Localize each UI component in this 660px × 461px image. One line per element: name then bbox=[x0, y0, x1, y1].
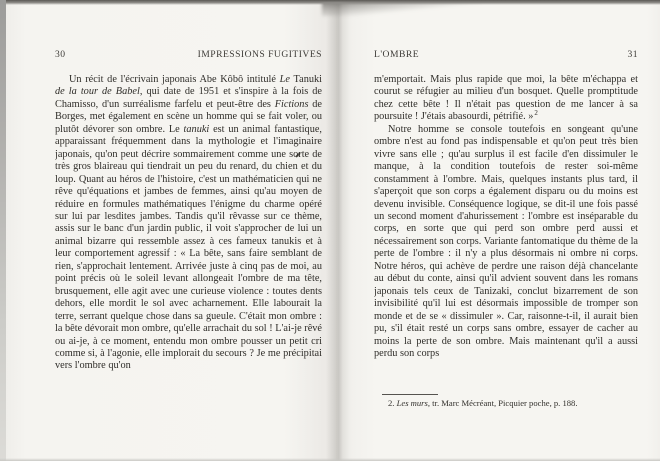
text-segment-italic: Fictions bbox=[274, 98, 309, 110]
text-segment: , tr. Marc Mécréant, Picquier poche, p. 188. bbox=[427, 398, 578, 408]
paragraph bbox=[55, 74, 322, 373]
footnote-marker: 2 bbox=[534, 108, 538, 117]
page-left-header bbox=[55, 49, 322, 60]
text-segment: est un animal fantastique, apparaissant fréquemment dans la mythologie et l'imaginaire japonais, qu'on peut décrire sommairement comme une sorte de très gros blaireau qui tiendrait un peu du renard, du chien et du loup. Quant au héros de l'histoire, c'est un mathématicien qui ne rêve qu'équations et jambes de femmes, ainsi qu'au moyen de réduire en formules mathématiques l'énigme du charme opéré sur lui par lesdites jambes. Tandis qu'il rêvasse sur ce thème, assis sur le banc d'un jardin public, il voit s'approcher de lui un animal bizarre qui ressemble assez à ces fameux tanukis et à leur comportement agressif : « La bête, sans faire semblant de rien, s'approchait lentement. Arrivée juste à cinq pas de moi, au point précis où le soleil levant allongeait l'ombre de ma tête, brusquement, elle agit avec une curieuse violence : toutes dents dehors, elle mordit le sol avec acharnement. Elle labourait la terre, serrant quelque chose dans sa gueule. C'était mon ombre : la bête dévorait mon ombre, qu'elle arrachait du sol ! L'ai-je rêvé ou ai-je, à ce moment, entendu mon ombre pousser un petit cri comme si, à l'agonie, elle implorait du secours ? Je me précipitai vers l'ombre qu'on bbox=[55, 123, 322, 372]
book-gutter-shadow bbox=[326, 0, 350, 461]
text-segment: m'emportait. Mais plus rapide que moi, la bête m'échappa et courut se réfugier au milieu d'un bosquet. Quelle promptitude chez cette bête ! Il n'était pas question de me lancer à sa poursuite ! J'étais abasourdi, pétrifié. » bbox=[374, 74, 638, 123]
running-head-left: IMPRESSIONS FUGITIVES bbox=[197, 49, 322, 60]
footnote-text bbox=[382, 398, 634, 409]
page-left bbox=[55, 0, 322, 461]
text-segment: Un récit de l'écrivain japonais Abe Kôbô intitulé bbox=[69, 74, 280, 85]
text-segment: de Borges, met également en scène un homme qui se fait voler, ou plutôt dévorer son ombre. Le bbox=[55, 98, 322, 135]
running-head-right: L'OMBRE bbox=[374, 49, 420, 60]
text-segment: , qui date de 1951 et s'inspire à la fois de Chamisso, d'un surréalisme farfelu et peut-être des bbox=[55, 86, 322, 110]
page-right bbox=[374, 0, 638, 461]
paragraph bbox=[374, 124, 638, 361]
text-segment: 2. bbox=[388, 398, 397, 408]
text-segment-italic: Le bbox=[279, 74, 294, 85]
page-number-left: 30 bbox=[55, 49, 66, 60]
text-segment: Tanuki bbox=[293, 74, 322, 85]
page-right-header bbox=[374, 49, 638, 60]
scan-left-edge bbox=[0, 0, 6, 461]
text-segment-italic: Les murs bbox=[396, 398, 428, 408]
page-number-right: 31 bbox=[627, 49, 638, 60]
text-segment-italic: tanuki bbox=[183, 123, 210, 135]
paragraph bbox=[374, 74, 638, 124]
page-right-body bbox=[374, 74, 638, 360]
footnote bbox=[382, 394, 634, 409]
text-segment: Notre homme se console toutefois en songeant qu'une ombre n'est au fond pas indispensable et qu'on peut très bien vivre sans elle ; qu'au surplus il est facile d'en dissimuler le manque, à la condition toutefois de rester soi-même constamment à l'ombre. Mais, quelques instants plus tard, il s'aperçoit que son corps a également disparu ou du moins est devenu invisible. Conséquence logique, se dit-il une fois passé un second moment d'ahurissement : l'ombre est inséparable du corps, en sorte que qui perd son ombre perd aussi et nécessairement son corps. Variante fantomatique du thème de la perte de l'ombre : il n'y a plus désormais ni ombre ni corps. Notre héros, qui achève de perdre une raison déjà chancelante au début du conte, ainsi qu'il advient souvent dans les romans japonais tels ceux de Tanizaki, conclut bizarrement de son invisibilité qu'il lui est désormais impossible de tromper son monde et de se « dissimuler ». Car, raisonne-t-il, il aurait bien pu, s'il était resté un corps sans ombre, essayer de cacher au moins la perte de son ombre. Mais maintenant qu'il a aussi perdu son corps bbox=[374, 123, 638, 359]
page-left-body bbox=[55, 74, 322, 373]
text-segment-italic: de la tour de Babel bbox=[55, 86, 140, 98]
footnote-rule bbox=[382, 394, 438, 395]
